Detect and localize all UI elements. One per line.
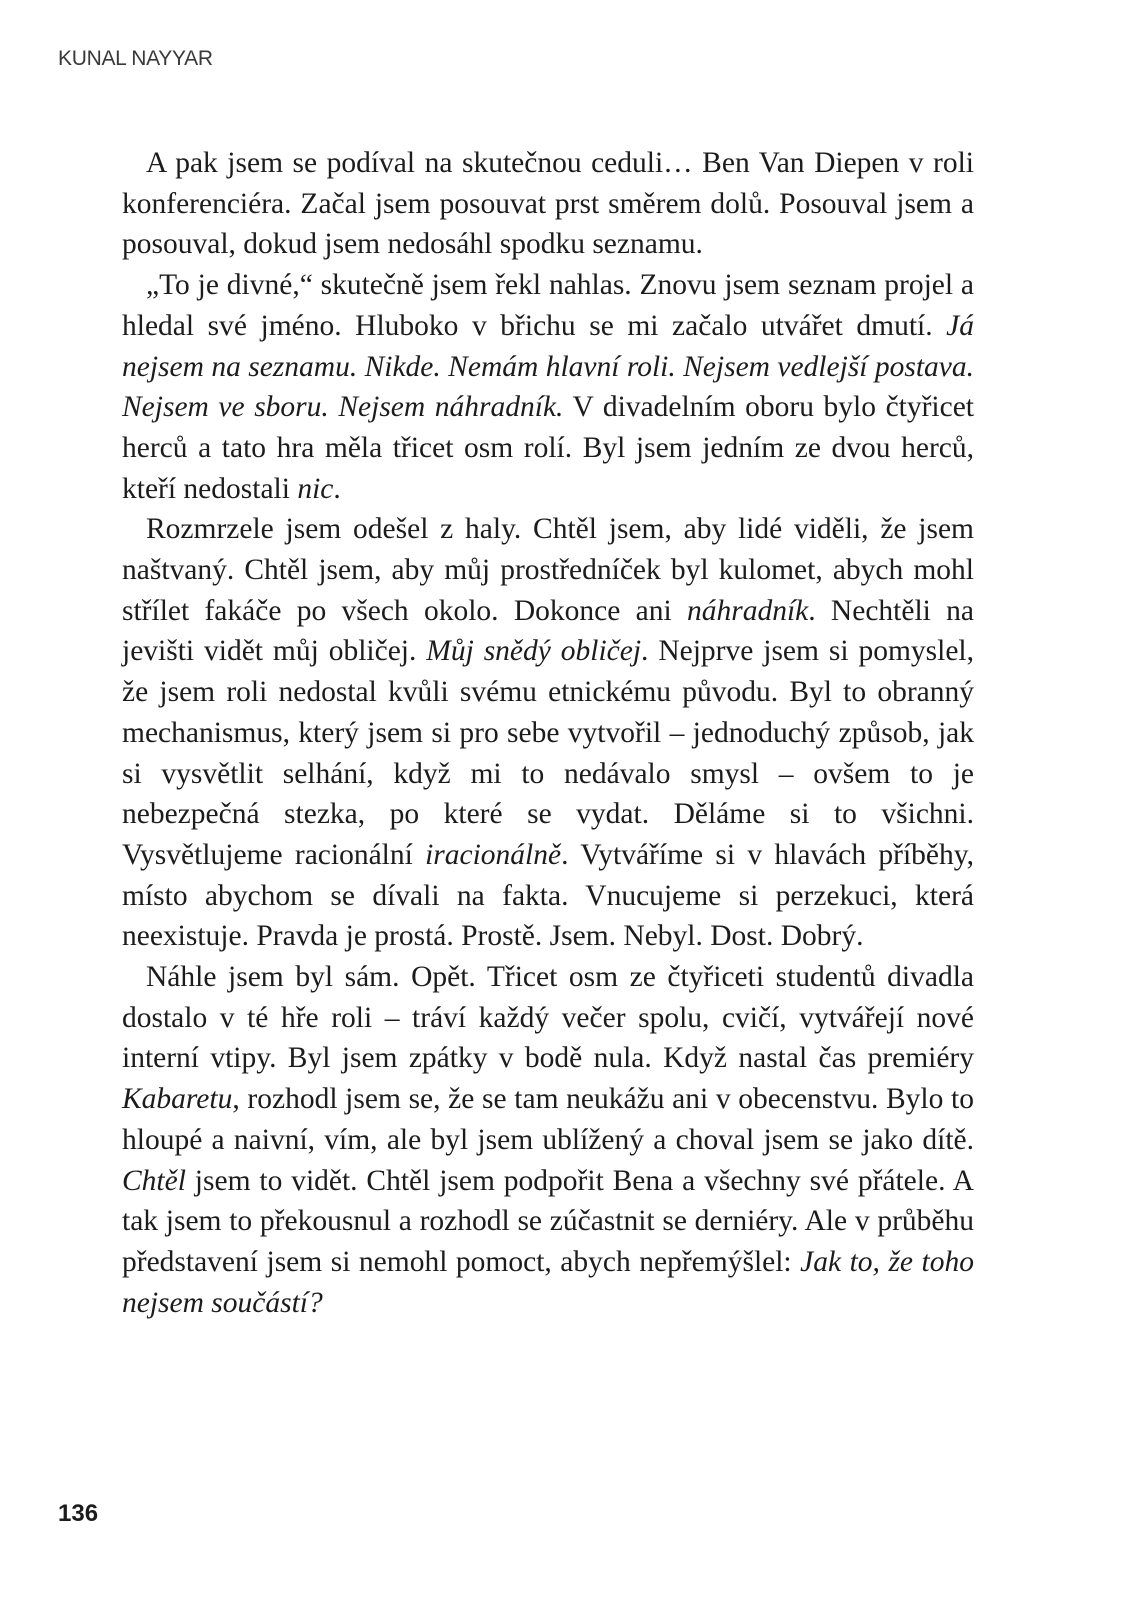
text-segment: jsem to vidět. Chtěl jsem podpořit Bena a všechny své přátele. A tak jsem to překousnul a rozhodl se zúčastnit se derniéry. Ale v průběhu představení jsem si nemohl pomoct, abych nepřemýšlel: bbox=[122, 1164, 974, 1278]
text-segment: V divadelním oboru bylo čtyřicet herců a tato hra měla třicet osm rolí. Byl jsem jedním ze dvou herců, kteří nedostali bbox=[122, 391, 975, 505]
text-segment: . Vytváříme si v hlavách příběhy, místo abychom se dívali na fakta. Vnucujeme si perzekuci, která neexistuje. Pravda je prostá. Prostě. Jsem. Nebyl. Dost. Dobrý. bbox=[122, 838, 974, 953]
page-number: 136 bbox=[58, 1500, 99, 1527]
paragraph bbox=[122, 265, 974, 509]
text-segment: . bbox=[333, 472, 341, 505]
text-segment: . Nejprve jsem si pomyslel, že jsem roli nedostal kvůli svému etnickému původu. Byl to obranný mechanismus, který jsem si pro sebe vytvořil – jednoduchý způsob, jak si vysvětlit selhání, když mi to nedávalo smysl – ovšem to je nebezpečná stezka, po které se vydat. Děláme si to všichni. Vysvětlujeme racionální bbox=[122, 635, 974, 871]
paragraph bbox=[122, 957, 974, 1323]
text-segment: A pak jsem se podíval na skutečnou ceduli… Ben Van Diepen v roli konferenciéra. Začal jsem posouvat prst směrem dolů. Posouval jsem a posouval, dokud jsem nedosáhl spodku seznamu. bbox=[122, 147, 974, 261]
running-head: KUNAL NAYYAR bbox=[58, 47, 213, 70]
text-segment: „To je divné,“ skutečně jsem řekl nahlas. Znovu jsem seznam projel a hledal své jméno. Hluboko v břichu se mi začalo utvářet dmutí. bbox=[122, 269, 974, 342]
italic-segment: Kabaretu bbox=[122, 1083, 233, 1116]
text-segment: Rozmrzele jsem odešel z haly. Chtěl jsem, aby lidé viděli, že jsem naštvaný. Chtěl jsem, aby můj prostředníček byl kulomet, abych mohl střílet fakáče po všech okolo. Dokonce ani bbox=[122, 513, 974, 627]
italic-segment: Chtěl bbox=[122, 1164, 186, 1197]
paragraph bbox=[122, 143, 974, 265]
italic-segment: náhradník bbox=[686, 594, 809, 627]
italic-segment: iracionálně bbox=[425, 838, 562, 871]
italic-segment: Jak to, že toho nejsem součástí? bbox=[122, 1245, 974, 1319]
text-segment: , rozhodl jsem se, že se tam neukážu ani v obecenstvu. Bylo to hloupé a naivní, vím, ale byl jsem ublížený a choval jsem se jako dítě. bbox=[122, 1083, 974, 1156]
paragraph bbox=[122, 509, 974, 957]
text-segment: Náhle jsem byl sám. Opět. Třicet osm ze čtyřiceti studentů divadla dostalo v té hře roli – tráví každý večer spolu, cvičí, vytvářejí nové interní vtipy. Byl jsem zpátky v bodě nula. Když nastal čas premiéry bbox=[122, 961, 974, 1075]
italic-segment: Můj snědý obličej bbox=[426, 635, 642, 668]
italic-segment: Já nejsem na seznamu. Nikde. Nemám hlavní roli. Nejsem vedlejší postava. Nejsem ve sboru. Nejsem náhradník. bbox=[122, 309, 974, 424]
text-segment: . Nechtěli na jevišti vidět můj obličej. bbox=[122, 594, 974, 668]
italic-segment: nic bbox=[297, 472, 334, 505]
body-text bbox=[122, 143, 974, 1323]
